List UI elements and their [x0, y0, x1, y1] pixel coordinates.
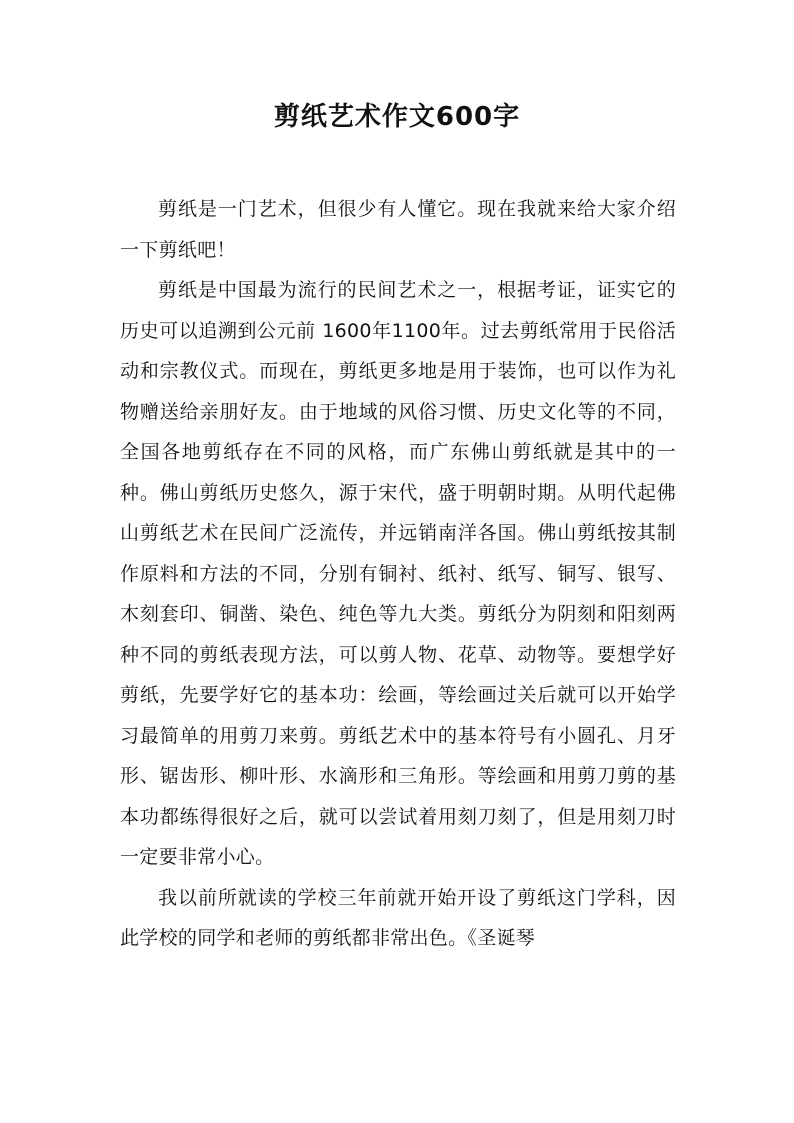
document-body: [120, 189, 676, 959]
paragraph: 剪纸是一门艺术，但很少有人懂它。现在我就来给大家介绍一下剪纸吧！: [120, 198, 676, 261]
paragraph: 剪纸是中国最为流行的民间艺术之一，根据考证，证实它的历史可以追溯到公元前 1600年1100年。过去剪纸常用于民俗活动和宗教仪式。而现在，剪纸更多地是用于装饰，也可以作为礼物赠送给亲朋好友。由于地域的风俗习惯、历史文化等的不同，全国各地剪纸存在不同的风格，而广东佛山剪纸就是其中的一种。佛山剪纸历史悠久，源于宋代，盛于明朝时期。从明代起佛山剪纸艺术在民间广泛流传，并远销南洋各国。佛山剪纸按其制作原料和方法的不同，分别有铜衬、纸衬、纸写、铜写、银写、木刻套印、铜凿、染色、纯色等九大类。剪纸分为阴刻和阳刻两种不同的剪纸表现方法，可以剪人物、花草、动物等。要想学好剪纸，先要学好它的基本功：绘画，等绘画过关后就可以开始学习最简单的用剪刀来剪。剪纸艺术中的基本符号有小圆孔、月牙形、锯齿形、柳叶形、水滴形和三角形。等绘画和用剪刀剪的基本功都练得很好之后，就可以尝试着用刻刀刻了，但是用刻刀时一定要非常小心。: [120, 279, 676, 868]
document-title: 剪纸艺术作文600字: [273, 102, 521, 132]
paragraph: 我以前所就读的学校三年前就开始开设了剪纸这门学科，因此学校的同学和老师的剪纸都非常出色。《圣诞琴: [120, 886, 676, 949]
